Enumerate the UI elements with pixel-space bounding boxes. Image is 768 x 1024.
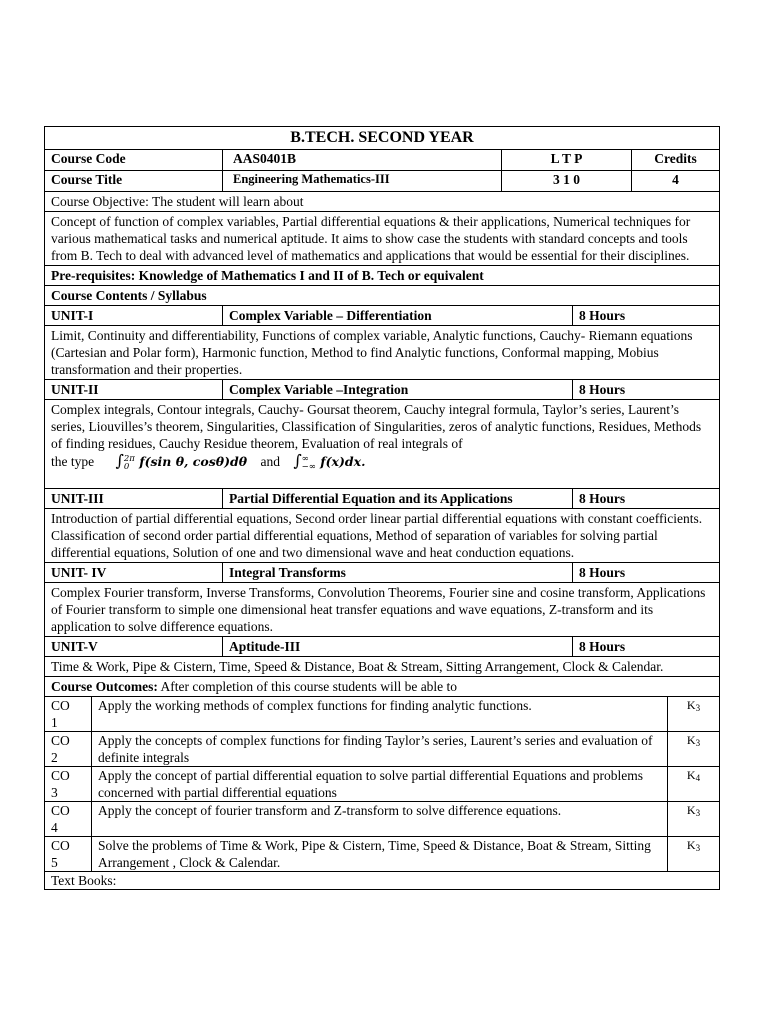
unit-content-row bbox=[45, 400, 720, 489]
outcomes-table bbox=[44, 697, 720, 890]
outcome-row bbox=[45, 697, 720, 732]
co-text: Apply the concept of fourier transform and Z-transform to solve difference equations. bbox=[92, 802, 668, 837]
page-title: B.TECH. SECOND YEAR bbox=[45, 127, 720, 150]
co-knowledge-level: $K_3$ bbox=[668, 732, 720, 767]
integral-sign-icon: ∫ bbox=[293, 451, 302, 470]
unit-hours: 8 Hours bbox=[573, 306, 720, 326]
contents-label-row bbox=[45, 286, 720, 306]
unit-title: Complex Variable – Differentiation bbox=[223, 306, 573, 326]
objective-text-row bbox=[45, 212, 720, 266]
prerequisites: Pre-requisites: Knowledge of Mathematics I and II of B. Tech or equivalent bbox=[45, 266, 720, 286]
objective-label-row bbox=[45, 192, 720, 212]
co-knowledge-level: $K_3$ bbox=[668, 837, 720, 872]
prerequisites-row bbox=[45, 266, 720, 286]
co-label: CO 3 bbox=[45, 767, 92, 802]
co-label: CO 2 bbox=[45, 732, 92, 767]
title-row bbox=[45, 127, 720, 150]
course-code-value: AAS0401B bbox=[223, 150, 502, 171]
textbooks-row bbox=[45, 872, 720, 890]
unit-content-row bbox=[45, 583, 720, 637]
course-code-label: Course Code bbox=[45, 150, 223, 171]
co-knowledge-level: $K_3$ bbox=[668, 802, 720, 837]
unit-content-cell bbox=[45, 400, 720, 489]
unit-title: Integral Transforms bbox=[223, 563, 573, 583]
integral-limits: ∞ −∞ bbox=[301, 454, 316, 472]
objective-text: Concept of function of complex variables, Partial differential equations & their applications, Numerical techniques for various mathematical tasks and numerical aptitude. It aims to show case the students with standard concepts and tools from B. Tech to deal with advanced level of mathematics and applications that would be essential for their disciplines. bbox=[45, 212, 720, 266]
unit-content: Introduction of partial differential equations, Second order linear partial differential equations with constant coefficients. Classification of second order partial differential equations, Method of separation of variables for solving partial differential equations, Solution of one and two dimensional wave and heat conduction equations. bbox=[45, 509, 720, 563]
unit-header-row bbox=[45, 306, 720, 326]
co-text: Apply the concept of partial differential equation to solve partial differential Equations and problems concerned with partial differential equations bbox=[92, 767, 668, 802]
unit-label: UNIT-II bbox=[45, 380, 223, 400]
unit-label: UNIT-I bbox=[45, 306, 223, 326]
ltp-value: 3 1 0 bbox=[502, 171, 632, 192]
unit-hours: 8 Hours bbox=[573, 380, 720, 400]
unit-label: UNIT- IV bbox=[45, 563, 223, 583]
course-code-row bbox=[45, 150, 720, 171]
syllabus-table bbox=[44, 126, 720, 697]
unit-header-row bbox=[45, 380, 720, 400]
credits-label: Credits bbox=[632, 150, 720, 171]
unit-content: Complex Fourier transform, Inverse Transforms, Convolution Theorems, Fourier sine and cosine transform, Applications of Fourier transform to simple one dimensional heat transfer equations and wave equations, Z-transform and its application to solve difference equations. bbox=[45, 583, 720, 637]
textbooks-label: Text Books: bbox=[45, 872, 720, 890]
unit-title: Aptitude-III bbox=[223, 637, 573, 657]
integral-sign-icon: ∫ bbox=[115, 451, 124, 470]
unit-content-row bbox=[45, 326, 720, 380]
unit-hours: 8 Hours bbox=[573, 563, 720, 583]
syllabus-sheet bbox=[44, 126, 719, 890]
unit-header-row bbox=[45, 563, 720, 583]
unit-content-row bbox=[45, 657, 720, 677]
co-text: Solve the problems of Time & Work, Pipe & Cistern, Time, Speed & Distance, Boat & Stream, Sitting Arrangement , Clock & Calendar. bbox=[92, 837, 668, 872]
unit-hours: 8 Hours bbox=[573, 489, 720, 509]
formula-and: and bbox=[260, 454, 280, 469]
unit-content: Time & Work, Pipe & Cistern, Time, Speed & Distance, Boat & Stream, Sitting Arrangement, Clock & Calendar. bbox=[45, 657, 720, 677]
co-knowledge-level: $K_4$ bbox=[668, 767, 720, 802]
outcome-row bbox=[45, 767, 720, 802]
outcome-row bbox=[45, 732, 720, 767]
co-label: CO 1 bbox=[45, 697, 92, 732]
outcome-row bbox=[45, 802, 720, 837]
unit-content: Complex integrals, Contour integrals, Cauchy- Goursat theorem, Cauchy integral formula, Taylor’s series, Laurent’s series, Liouvilles’s theorem, Singularities, Classification of Singularities, zeros of analytic functions, Residues, Methods of finding residues, Cauchy Residue theorem, Evaluation of real integrals of bbox=[51, 402, 702, 451]
objective-label: Course Objective: The student will learn about bbox=[45, 192, 720, 212]
integral-formula-2: ∫∞ −∞ f(x)dx. bbox=[293, 451, 366, 472]
course-title-row bbox=[45, 171, 720, 192]
course-title-label: Course Title bbox=[45, 171, 223, 192]
co-text: Apply the concepts of complex functions for finding Taylor’s series, Laurent’s series and evaluation of definite integrals bbox=[92, 732, 668, 767]
unit-label: UNIT-III bbox=[45, 489, 223, 509]
unit-content: Limit, Continuity and differentiability, Functions of complex variable, Analytic functions, Cauchy- Riemann equations (Cartesian and Polar form), Harmonic function, Method to find Analytic functions, Conformal mapping, Mobius transformation and their properties. bbox=[45, 326, 720, 380]
unit-title: Partial Differential Equation and its Applications bbox=[223, 489, 573, 509]
unit-title: Complex Variable –Integration bbox=[223, 380, 573, 400]
unit-content-row bbox=[45, 509, 720, 563]
outcomes-label: Course Outcomes: After completion of this course students will be able to bbox=[45, 677, 720, 697]
co-text: Apply the working methods of complex functions for finding analytic functions. bbox=[92, 697, 668, 732]
credits-value: 4 bbox=[632, 171, 720, 192]
outcome-row bbox=[45, 837, 720, 872]
contents-label: Course Contents / Syllabus bbox=[45, 286, 720, 306]
ltp-label: L T P bbox=[502, 150, 632, 171]
unit-header-row bbox=[45, 637, 720, 657]
unit-header-row bbox=[45, 489, 720, 509]
integral-limits: 2π 0 bbox=[123, 454, 135, 472]
co-label: CO 5 bbox=[45, 837, 92, 872]
outcomes-label-row bbox=[45, 677, 720, 697]
co-knowledge-level: $K_3$ bbox=[668, 697, 720, 732]
unit-content-tail: the type bbox=[51, 454, 95, 469]
integral-formula-1: ∫2π 0 f(sin θ, cosθ)dθ bbox=[115, 451, 248, 472]
co-label: CO 4 bbox=[45, 802, 92, 837]
course-title-value: Engineering Mathematics-III bbox=[223, 171, 502, 192]
unit-label: UNIT-V bbox=[45, 637, 223, 657]
unit-hours: 8 Hours bbox=[573, 637, 720, 657]
